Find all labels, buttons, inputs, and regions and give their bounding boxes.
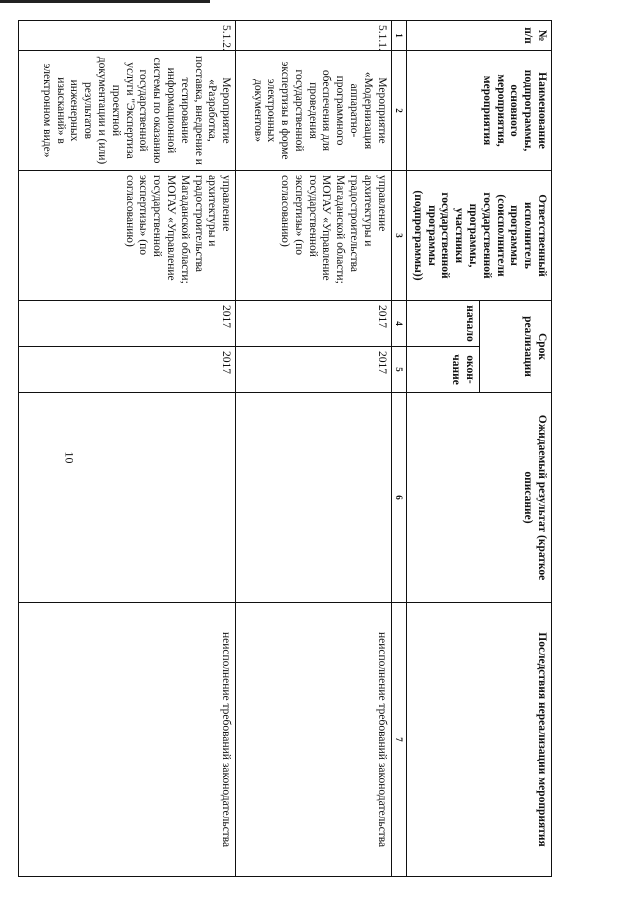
page-number: 10 (62, 451, 77, 463)
header-result: Ожидаемый результат (краткое описание) (407, 393, 552, 603)
header-end: окон-чание (407, 347, 479, 393)
header-executor: Ответственный исполнитель программы (соисполнители государственной программы, участники государственной программы (подпрограммы)) (407, 171, 552, 301)
table-row (19, 21, 236, 877)
row-result (19, 393, 236, 603)
column-number-row (391, 21, 406, 877)
row-executor: управление архитектуры и градостроительства Магаданской области; МОГАУ «Управление государственной экспертизы» (по согласованию) (19, 171, 236, 301)
col-number: 3 (391, 171, 406, 301)
row-end: 2017 (236, 347, 392, 393)
col-number: 2 (391, 51, 406, 171)
row-start: 2017 (236, 301, 392, 347)
header-num: № п/п (407, 21, 552, 51)
header-name: Наименование подпрограммы, основного мероприятия, мероприятия (407, 51, 552, 171)
row-start: 2017 (19, 301, 236, 347)
row-result (236, 393, 392, 603)
col-number: 7 (391, 603, 406, 877)
col-number: 1 (391, 21, 406, 51)
row-name: Мероприятие «Разработка, поставка, внедрение и тестирование информационной системы по оказанию государственной услуги "Экспертиза проектной документации и (или) результатов инженерных изысканий» в электронном виде» (19, 51, 236, 171)
header-row (479, 21, 551, 877)
scan-edge-mark (0, 0, 210, 3)
row-num: 5.1.1. (236, 21, 392, 51)
col-number: 4 (391, 301, 406, 347)
row-executor: управление архитектуры и градостроительства Магаданской области; МОГАУ «Управление государственной экспертизы» (по согласованию) (236, 171, 392, 301)
measures-table (18, 20, 552, 877)
row-consequences: неисполнение требований законодательства (236, 603, 392, 877)
col-number: 5 (391, 347, 406, 393)
row-end: 2017 (19, 347, 236, 393)
header-start: начало (407, 301, 479, 347)
row-num: 5.1.2. (19, 21, 236, 51)
header-term: Срок реализации (479, 301, 551, 393)
row-name: Мероприятие «Модернизация аппаратно-программного обеспечения для проведения государственной экспертизы в форме электронных документов» (236, 51, 392, 171)
header-consequences: Последствия нереализации мероприятия (407, 603, 552, 877)
col-number: 6 (391, 393, 406, 603)
table-row (236, 21, 392, 877)
row-consequences: неисполнение требований законодательства (19, 603, 236, 877)
